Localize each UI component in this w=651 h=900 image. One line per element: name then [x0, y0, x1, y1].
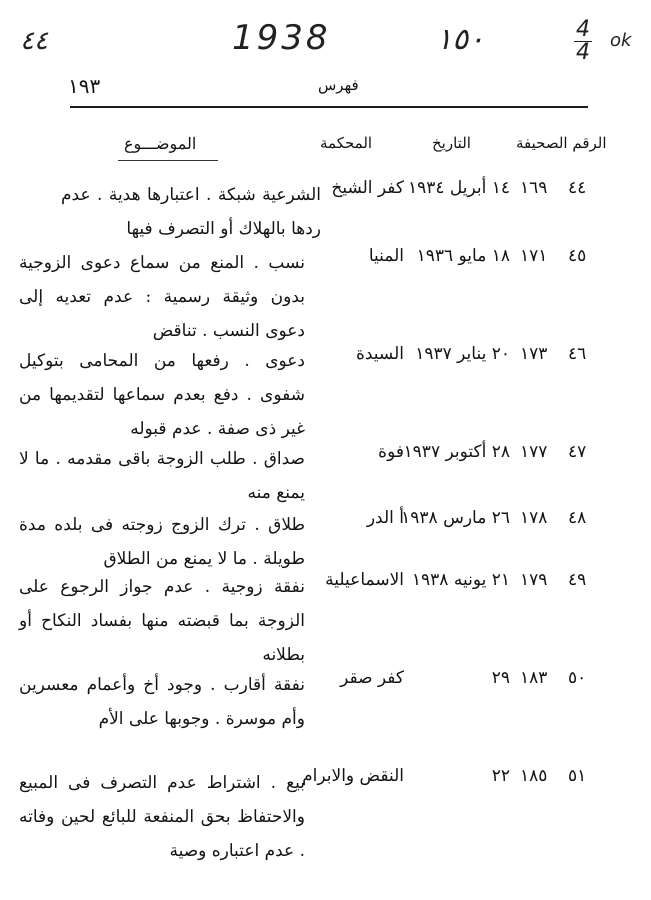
- column-header-date: التاريخ: [432, 134, 471, 152]
- entry-page: ١٦٩: [520, 178, 548, 198]
- entry-page: ١٧٩: [520, 570, 548, 590]
- fraction-top: 4: [576, 17, 590, 42]
- column-header-court: المحكمة: [320, 134, 373, 152]
- handwritten-number-left: ٤٤: [20, 26, 48, 56]
- handwritten-number-middle: ١٥٠: [436, 22, 485, 57]
- header-rule: [70, 106, 588, 108]
- entry-number: ٤٩: [568, 570, 587, 590]
- entry-court: أ الدر: [366, 508, 404, 528]
- entry-subject: دعوى . رفعها من المحامى بتوكيل شفوى . دفع بعدم سماعها لتقديمها من غير ذى صفة . عدم قبوله: [19, 351, 305, 439]
- entry-subject: نسب . المنع من سماع دعوى الزوجية بدون وثيقة رسمية : عدم تعديه إلى دعوى النسب . تناقض: [19, 253, 305, 341]
- entry-subject: الشرعية شبكة . اعتبارها هدية . عدم ردها بالهلاك أو التصرف فيها: [61, 185, 321, 239]
- entry-subject: صداق . طلب الزوجة باقى مقدمه . ما لا يمنع منه: [19, 449, 305, 503]
- entry-page: ١٧٨: [520, 508, 548, 528]
- column-header-number-page: الرقم الصحيفة: [516, 134, 607, 152]
- entry-subject: نفقة زوجية . عدم جواز الرجوع على الزوجة بما قبضته منها بفساد النكاح أو بطلانه: [19, 577, 305, 665]
- entry-number: ٥١: [568, 766, 587, 786]
- entry-page: ١٨٥: [520, 766, 548, 786]
- entry-number: ٤٥: [568, 246, 587, 266]
- entry-number: ٤٧: [568, 442, 587, 462]
- entry-date: ٢٨ أكتوبر ١٩٣٧: [403, 442, 510, 462]
- entry-number: ٤٦: [568, 344, 587, 364]
- entry-date: ٢٩: [491, 668, 510, 688]
- entry-page: ١٧٣: [520, 344, 548, 364]
- handwritten-ok: ok: [610, 30, 632, 51]
- entry-court: كفر صقر: [340, 668, 404, 688]
- entry-date: ١٤ أبريل ١٩٣٤: [407, 178, 510, 198]
- handwritten-fraction: [574, 17, 592, 65]
- entry-number: ٥٠: [568, 668, 587, 688]
- entry-court: النقض والابرام: [302, 766, 404, 786]
- entry-page: ١٨٣: [520, 668, 548, 688]
- entry-court: المنيا: [368, 246, 404, 266]
- entry-date: ١٨ مايو ١٩٣٦: [416, 246, 510, 266]
- column-header-subject: الموضـــوع: [124, 134, 197, 153]
- entry-number: ٤٨: [568, 508, 587, 528]
- entry-date: ٢٢: [491, 766, 510, 786]
- page-number: ١٩٣: [68, 74, 101, 98]
- entry-date: ٢١ يونيه ١٩٣٨: [411, 570, 510, 590]
- entry-subject: طلاق . ترك الزوج زوجته فى بلده مدة طويلة . ما لا يمنع من الطلاق: [19, 515, 305, 569]
- entry-court: السيدة: [355, 344, 404, 364]
- entry-date: ٢٦ مارس ١٩٣٨: [401, 508, 510, 528]
- entry-number: ٤٤: [568, 178, 587, 198]
- entry-court: فوة: [378, 442, 404, 462]
- entry-subject: نفقة أقارب . وجود أخ وأعمام معسرين وأم موسرة . وجوبها على الأم: [19, 675, 305, 729]
- fraction-bottom: 4: [576, 40, 590, 65]
- entry-page: ١٧١: [520, 246, 548, 266]
- entry-court: الاسماعيلية: [325, 570, 404, 590]
- subject-header-underline: [118, 160, 218, 161]
- entry-date: ٢٠ يناير ١٩٣٧: [415, 344, 510, 364]
- handwritten-year: 1938: [232, 18, 331, 58]
- running-title: فهرس: [318, 76, 359, 94]
- entry-subject: بيع . اشتراط عدم التصرف فى المبيع والاحتفاظ بحق المنفعة للبائع لحين وفاته . عدم اعتباره وصية: [19, 773, 305, 861]
- entry-page: ١٧٧: [520, 442, 548, 462]
- entry-court: كفر الشيخ: [331, 178, 404, 198]
